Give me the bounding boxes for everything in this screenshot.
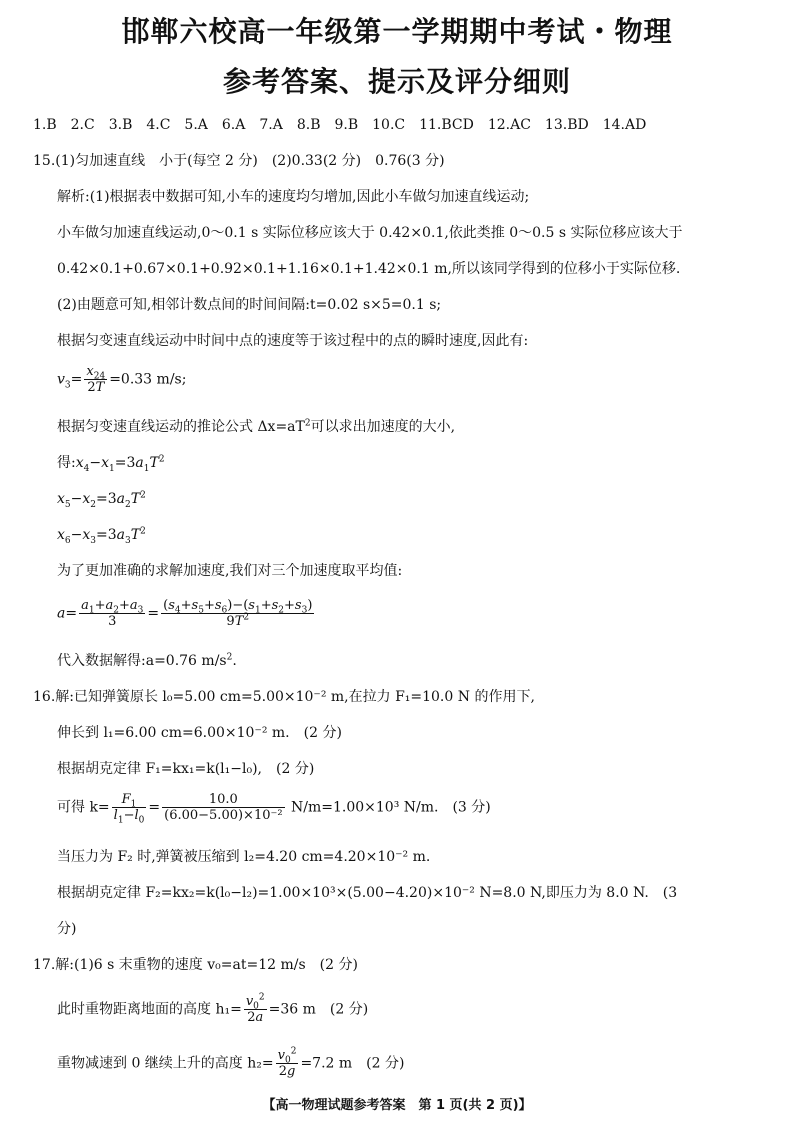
q15-eq-a3: $x_6-x_3=3a_3T^2$ [57, 526, 146, 546]
fraction: $\frac{a_1+a_2+a_3}{3}$ [81, 598, 144, 629]
fraction: $\frac{F_1}{l_1-l_0}$ [113, 792, 145, 826]
q15-analysis-1: 解析:(1)根据表中数据可知,小车的速度均匀增加,因此小车做匀加速直线运动; [57, 189, 530, 205]
q16-line-5: 当压力为 F₂ 时,弹簧被压缩到 l₂=4.20 cm=4.20×10⁻² m. [57, 849, 431, 865]
q15-result: 代入数据解得:a=0.76 $m/s^2$. [57, 652, 237, 669]
multiple-choice-answers: 1.B 2.C 3.B 4.C 5.A 6.A 7.A 8.B 9.B 10.C 11.BCD 12.AC 13.BD 14.AD [33, 117, 647, 133]
q16-line-7: 分) [57, 921, 77, 937]
q15-analysis-6: 根据匀变速直线运动的推论公式 $\Delta x=aT^2$可以求出加速度的大小, [57, 418, 456, 435]
q15-analysis-7: 为了更加准确的求解加速度,我们对三个加速度取平均值: [57, 563, 403, 579]
fraction: $\frac{x_{24}}{2T}$ [86, 364, 106, 395]
q15-analysis-3: 0.42×0.1+0.67×0.1+0.92×0.1+1.16×0.1+1.42×0.1 m,所以该同学得到的位移小于实际位移. [57, 261, 681, 277]
page-footer: 【高一物理试题参考答案 第 1 页(共 2 页)】 [262, 1098, 532, 1113]
q16-line-6: 根据胡克定律 F₂=kx₂=k(l₀−l₂)=1.00×10³×(5.00−4.20)×10⁻² N=8.0 N,即压力为 8.0 N. (3 [57, 885, 678, 901]
q15-eq-a1: 得$:x_4-x_1=3a_1T^2$ [57, 454, 165, 474]
q17-h2-equation: 重物减速到 0 继续上升的高度 h₂= $\frac{v_0^2}{2g}$ =7.2 m (2 分) [57, 1046, 405, 1079]
fraction: $\frac{v_0^2}{2g}$ [277, 1046, 297, 1079]
q17-h1-equation: 此时重物距离地面的高度 h₁= $\frac{v_0^2}{2a}$ =36 m (2 分) [57, 992, 369, 1025]
page-subtitle: 参考答案、提示及评分细则 [222, 65, 571, 98]
fraction: $\frac{v_0^2}{2a}$ [245, 992, 265, 1025]
q15-analysis-4: (2)由题意可知,相邻计数点间的时间间隔:t=0.02 s×5=0.1 s; [57, 297, 442, 313]
q15-v3-equation: $v_3=$ $\frac{x_{24}}{2T}$ =0.33 m/s; [57, 364, 187, 395]
q16-line-1: 16.解:已知弹簧原长 l₀=5.00 cm=5.00×10⁻² m,在拉力 F₁=10.0 N 的作用下, [33, 689, 535, 705]
q16-line-3: 根据胡克定律 F₁=kx₁=k(l₁−l₀), (2 分) [57, 761, 315, 777]
fraction: $\frac{(s_4+s_5+s_6)-(s_1+s_2+s_3)}{9T^2}$ [163, 598, 313, 629]
q15-eq-a2: $x_5-x_2=3a_2T^2$ [57, 490, 146, 510]
q16-k-equation: 可得 k= $\frac{F_1}{l_1-l_0}$ = $\frac{10.0}{\text{(6.00−5.00)×10⁻²}}$ N/m=1.00×10³ N/m. (3 分) [57, 792, 491, 826]
q17-line-1: 17.解:(1)6 s 末重物的速度 v₀=at=12 m/s (2 分) [33, 957, 358, 973]
q15-answer: 15.(1)匀加速直线 小于(每空 2 分) (2)0.33(2 分) 0.76(3 分) [33, 153, 445, 169]
q15-analysis-5: 根据匀变速直线运动中时间中点的速度等于该过程中的点的瞬时速度,因此有: [57, 333, 529, 349]
q15-analysis-2: 小车做匀加速直线运动,0～0.1 s 实际位移应该大于 0.42×0.1,依此类推 0～0.5 s 实际位移应该大于 [57, 225, 683, 241]
q15-average-equation: a= $\frac{a_1+a_2+a_3}{3}$ = $\frac{(s_4+s_5+s_6)-(s_1+s_2+s_3)}{9T^2}$ [57, 598, 313, 629]
fraction: $\frac{10.0}{\text{(6.00−5.00)×10⁻²}}$ [164, 792, 283, 823]
q16-line-2: 伸长到 l₁=6.00 cm=6.00×10⁻² m. (2 分) [57, 725, 342, 741]
page-title: 邯郸六校高一年级第一学期期中考试・物理 [121, 15, 673, 48]
